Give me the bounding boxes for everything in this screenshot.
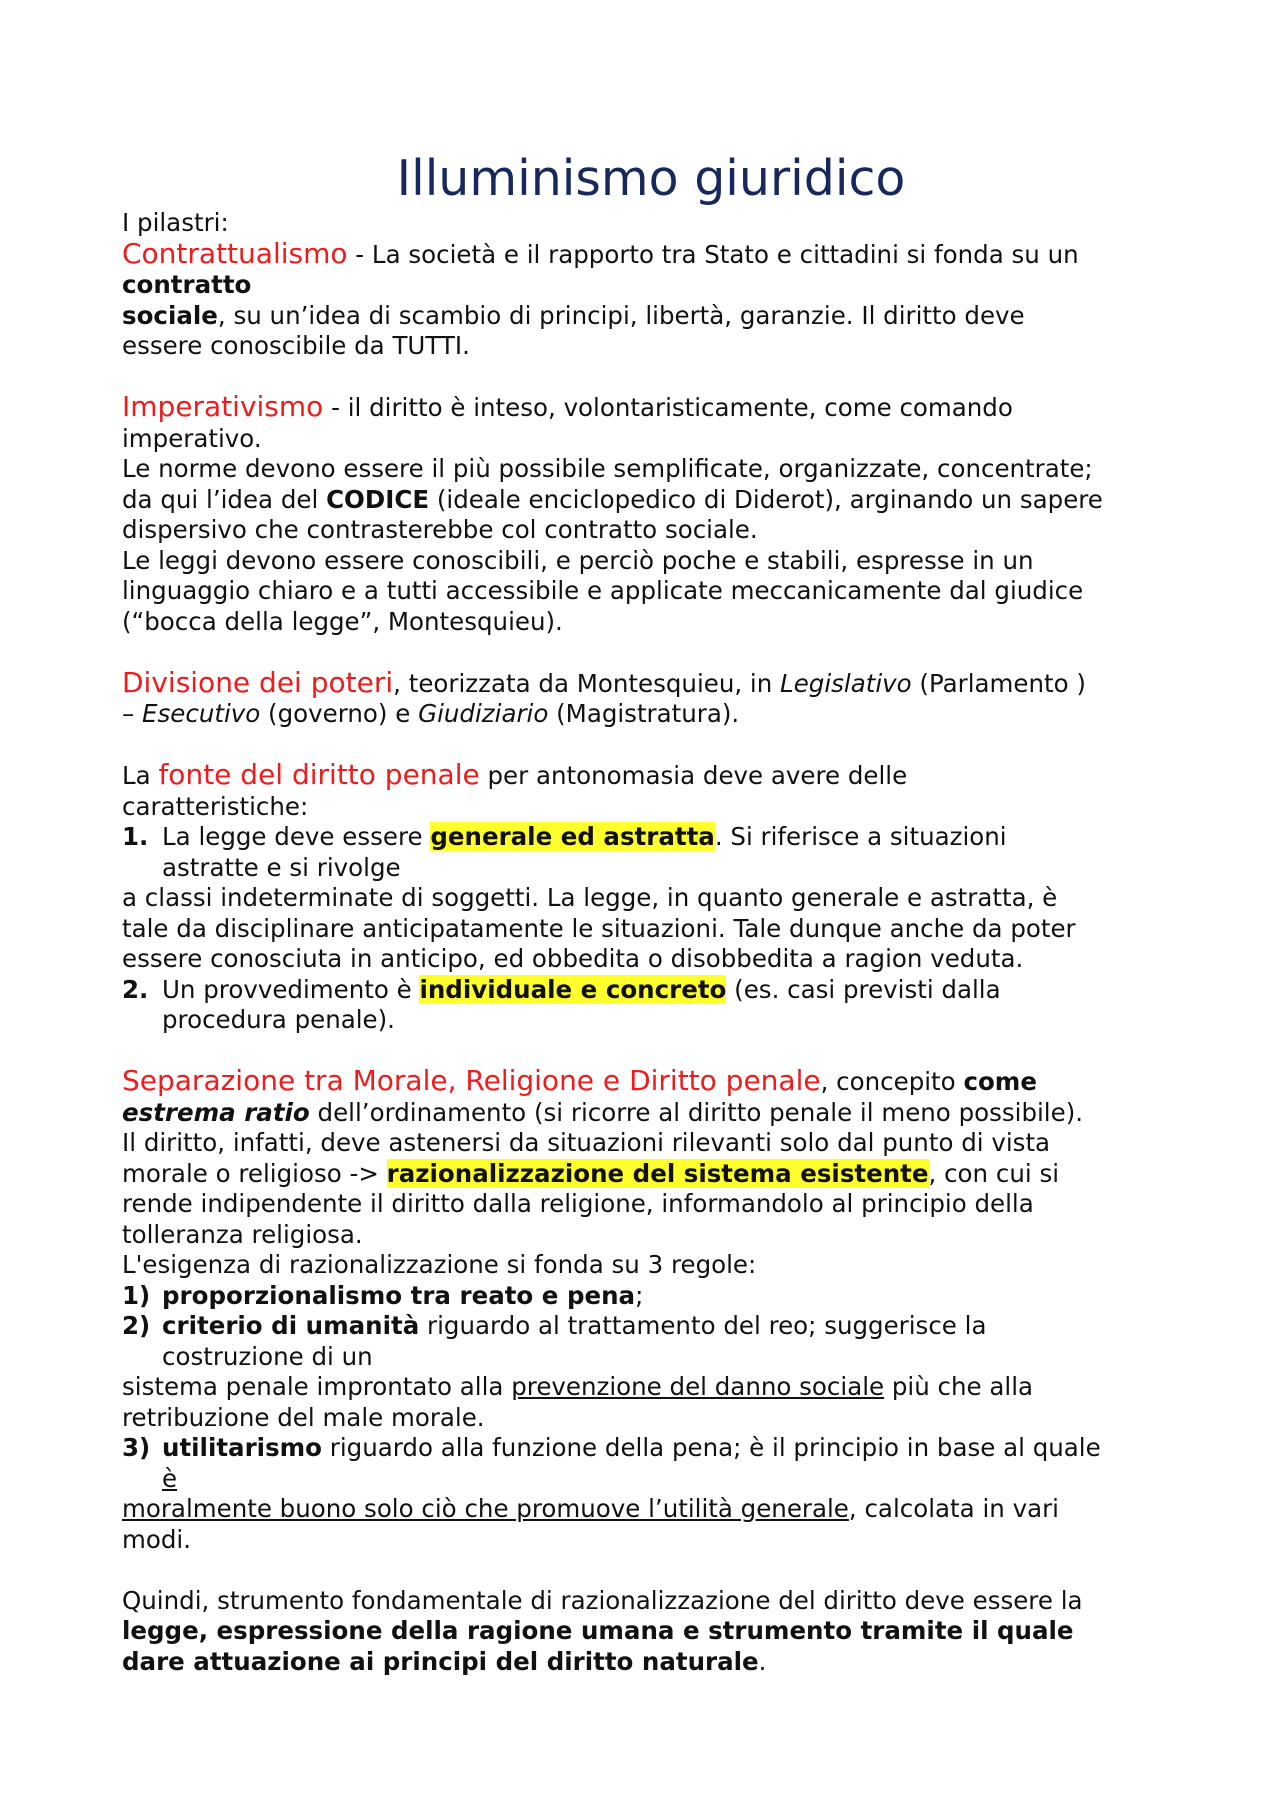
heading-divisione-poteri: Divisione dei poteri	[122, 665, 394, 699]
list-item: 1. La legge deve essere generale ed astratta. Si riferisce a situazioni astratte e si rivolge	[122, 822, 1007, 882]
list-item: 3) utilitarismo riguardo alla funzione della pena; è il principio in base al quale è	[122, 1433, 1101, 1493]
list-item: 2. Un provvedimento è individuale e concreto (es. casi previsti dalla procedura penale).	[122, 974, 1001, 1034]
heading-fonte-diritto-penale: fonte del diritto penale	[158, 758, 480, 791]
highlight: individuale e concreto	[419, 974, 727, 1004]
intro-line: I pilastri:	[122, 208, 229, 237]
section-fonte-diritto-penale: La fonte del diritto penale per antonomasia deve avere delle caratteristiche: 1. La legge deve essere generale ed astratta. Si riferisce a situazioni astratte e si rivolge a classi indeterminate di soggetti. La legge, in quanto generale e astratta, è tale da disciplinare anticipatamente le situazioni. Tale dunque anche da poter essere conosciuta in anticipo, ed obbedita o disobbedita a ragion veduta. 2. Un provvedimento è individuale e concreto (es. casi previsti dalla procedura penale).	[122, 760, 1160, 1036]
spacer	[122, 637, 1160, 668]
section-divisione-poteri: Divisione dei poteri, teorizzata da Montesquieu, in Legislativo (Parlamento ) – Esecutivo (governo) e Giudiziario (Magistratura).	[122, 665, 1086, 728]
heading-separazione: Separazione tra Morale, Religione e Diritto penale	[122, 1064, 821, 1097]
list-item: 1) proporzionalismo tra reato e pena;	[122, 1280, 644, 1310]
section-contrattualismo: Contrattualismo - La società e il rapporto tra Stato e cittadini si fonda su un contratto sociale, su un’idea di scambio di principi, libertà, garanzie. Il diritto deve essere conoscibile da TUTTI.	[122, 236, 1079, 360]
section-conclusione: Quindi, strumento fondamentale di razionalizzazione del diritto deve essere la legge, espressione della ragione umana e strumento tramite il quale dare attuazione ai principi del diritto naturale.	[122, 1585, 1083, 1676]
page-title: Illuminismo giuridico	[396, 150, 906, 207]
highlight: generale ed astratta	[430, 822, 715, 851]
highlight: razionalizzazione del sistema esistente	[386, 1158, 929, 1188]
section-separazione: Separazione tra Morale, Religione e Diritto penale, concepito come estrema ratio dell’ordinamento (si ricorre al diritto penale il meno possibile). Il diritto, infatti, deve astenersi da situazioni rilevanti solo dal punto di vista morale o religioso -> razionalizzazione del sistema esistente, con cui si rende indipendente il diritto dalla religione, informandolo al principio della tolleranza religiosa. L'esigenza di razionalizzazione si fonda su 3 regole: 1) proporzionalismo tra reato e pena; 2) criterio di umanità riguardo al trattamento del reo; suggerisce la costruzione di un sistema penale improntato alla prevenzione del danno sociale più che alla retribuzione del male morale. 3) utilitarismo riguardo alla funzione della pena; è il principio in base al quale è moralmente buono solo ciò che promuove l’utilità generale, calcolata in vari modi.	[122, 1066, 1160, 1555]
spacer	[122, 1036, 1160, 1067]
list-item: 2) criterio di umanità riguardo al trattamento del reo; suggerisce la costruzione di un	[122, 1311, 987, 1371]
section-imperativismo: Imperativismo - il diritto è inteso, volontaristicamente, come comando imperativo. Le norme devono essere il più possibile semplificate, organizzate, concentrate; da qui l’idea del CODICE (ideale enciclopedico di Diderot), arginando un sapere dispersivo che contrasterebbe col contratto sociale. Le leggi devono essere conoscibili, e perciò poche e stabili, espresse in un linguaggio chiaro e a tutti accessibile e applicate meccanicamente dal giudice (“bocca della legge”, Montesquieu).	[122, 390, 1103, 636]
spacer	[122, 1555, 1160, 1586]
spacer	[122, 730, 1160, 761]
spacer	[122, 362, 1160, 393]
heading-imperativismo: Imperativismo	[122, 390, 324, 423]
heading-contrattualismo: Contrattualismo	[122, 236, 348, 270]
